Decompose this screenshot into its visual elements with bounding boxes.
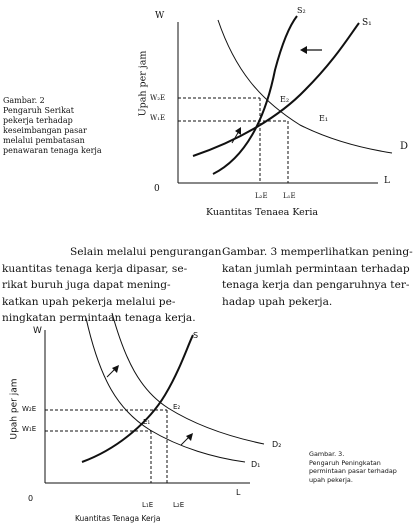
fig3-label-l1e: L₁E [142, 501, 154, 509]
body-paragraph-left: Selain melalui pengurangan kuantitas tenaga kerja dipasar, se- rikat buruh juga dapat mening- katkan upah pekerja melalui pe- ningkatan permintaan tenaga kerja. [2, 246, 222, 325]
fig2-origin: 0 [154, 184, 160, 194]
fig2-label-s2: S₂ [297, 6, 306, 15]
fig3-y-symbol: W [33, 326, 42, 336]
fig3-origin: 0 [28, 494, 34, 503]
fig2-label-l2e: L₂E [255, 192, 268, 200]
fig3-x-axis-title: Kuantitas Tenaga Kerja [75, 514, 161, 523]
figure-2-caption: Gambar. 2 Pengaruh Serikat pekerja terhadap keseimbangan pasar melalui pembatasan penawaran tenaga kerja [3, 96, 102, 155]
fig3-label-l2e: L₂E [173, 501, 185, 509]
figure-3-caption: Gambar. 3. Pengaruh Peningkatan permintaan pasar terhadap upah pekerja. [309, 450, 397, 484]
fig2-x-symbol: L [384, 176, 390, 186]
fig3-shift-arrow-upper [107, 365, 119, 377]
fig2-label-l1e: L₁E [283, 192, 296, 200]
fig3-label-w1e: W₁E [22, 425, 37, 433]
fig3-label-e2: E₂ [173, 403, 181, 411]
fig3-demand-curve-d1 [86, 318, 245, 462]
fig2-y-axis-title: Upah per jam [137, 50, 149, 117]
fig2-label-e1: E₁ [319, 114, 329, 123]
fig2-label-d: D [400, 141, 409, 152]
fig3-label-d2: D₂ [272, 440, 282, 449]
fig2-x-axis-title: Kuantitas Tenaea Keria [206, 207, 319, 218]
fig3-y-axis-title: Upah per jam [9, 378, 20, 440]
fig3-label-w2e: W₂E [22, 405, 37, 413]
fig2-label-e2: E₂ [280, 95, 290, 104]
body-paragraph-right: Gambar. 3 memperlihatkan pening- katan jumlah permintaan terhadap tenaga kerja dan pengaruhnya ter- hadap upah pekerja. [222, 246, 413, 308]
fig3-label-d1: D₁ [251, 460, 261, 469]
fig3-label-s: S [193, 331, 199, 340]
fig3-shift-arrow-lower [181, 433, 193, 445]
fig2-y-symbol: W [155, 11, 165, 21]
fig2-label-w2e: W₂E [150, 94, 166, 102]
fig3-demand-curve-d2 [112, 313, 264, 444]
fig2-label-s1: S₁ [362, 18, 372, 28]
fig3-label-e1: E₁ [143, 418, 151, 426]
fig2-label-w1e: W₁E [150, 114, 166, 122]
fig3-x-symbol: L [236, 488, 241, 497]
